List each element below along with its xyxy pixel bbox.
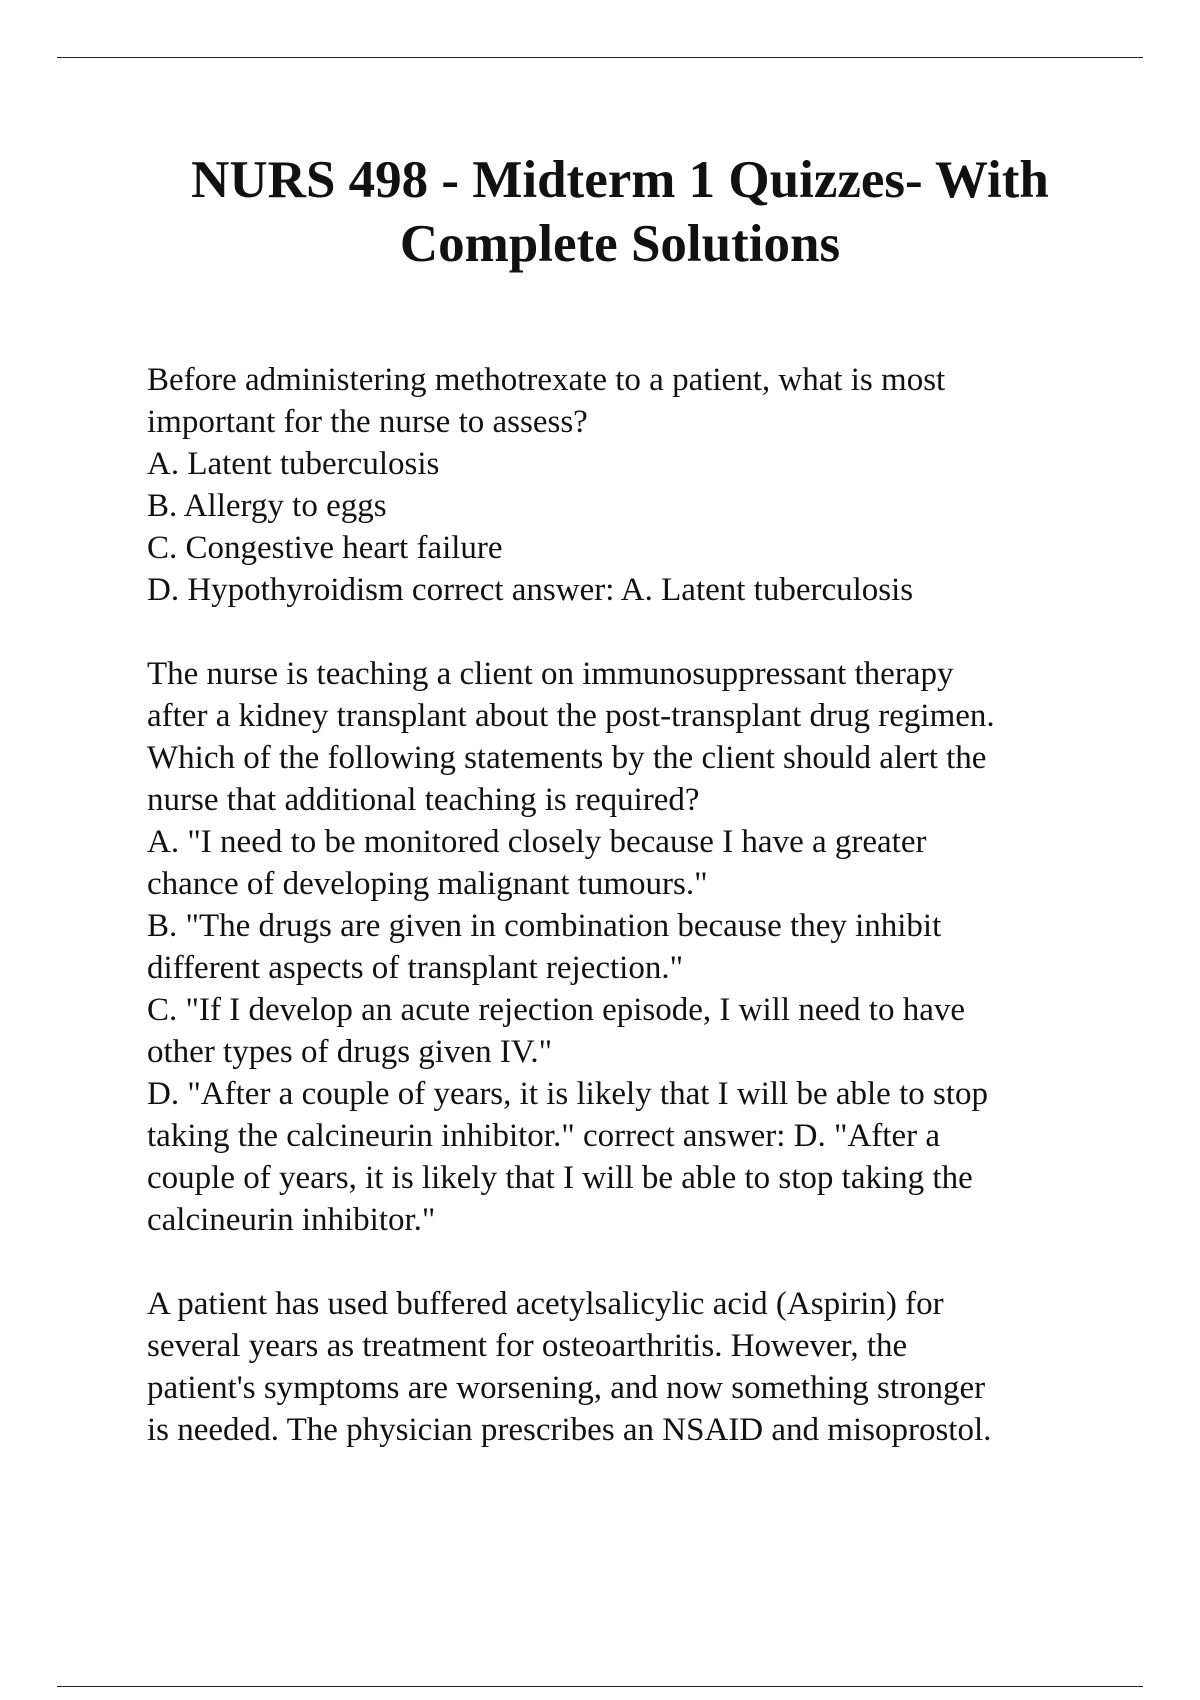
question-3 xyxy=(147,1283,1147,1451)
title-line-2: Complete Solutions xyxy=(399,215,841,273)
question-line: The nurse is teaching a client on immunosuppressant therapy xyxy=(147,656,954,692)
answer-option: chance of developing malignant tumours." xyxy=(147,866,708,902)
document-body xyxy=(147,359,1147,1451)
footer-rule xyxy=(57,1686,1143,1687)
answer-option: B. "The drugs are given in combination because they inhibit xyxy=(147,908,942,944)
question-2 xyxy=(147,653,1147,1241)
answer-option: A. Latent tuberculosis xyxy=(147,446,440,482)
answer-option: B. Allergy to eggs xyxy=(147,488,387,524)
header-rule xyxy=(57,57,1143,58)
answer-option: A. "I need to be monitored closely because I have a greater xyxy=(147,824,927,860)
question-line: A patient has used buffered acetylsalicylic acid (Aspirin) for xyxy=(147,1286,944,1322)
answer-option: different aspects of transplant rejection." xyxy=(147,950,684,986)
question-line: is needed. The physician prescribes an NSAID and misoprostol. xyxy=(147,1412,992,1448)
answer-option: couple of years, it is likely that I will be able to stop taking the xyxy=(147,1160,973,1196)
document-title xyxy=(60,148,1180,276)
question-line: nurse that additional teaching is required? xyxy=(147,782,700,818)
question-line: several years as treatment for osteoarthritis. However, the xyxy=(147,1328,908,1364)
question-line: patient's symptoms are worsening, and now something stronger xyxy=(147,1370,986,1406)
answer-option: calcineurin inhibitor." xyxy=(147,1202,436,1238)
answer-option: taking the calcineurin inhibitor." correct answer: D. "After a xyxy=(147,1118,940,1154)
answer-option: D. "After a couple of years, it is likely that I will be able to stop xyxy=(147,1076,989,1112)
question-line: after a kidney transplant about the post-transplant drug regimen. xyxy=(147,698,995,734)
question-line: Before administering methotrexate to a patient, what is most xyxy=(147,362,946,398)
question-1 xyxy=(147,359,1147,611)
answer-option: other types of drugs given IV." xyxy=(147,1034,553,1070)
answer-option: C. Congestive heart failure xyxy=(147,530,503,566)
title-line-1: NURS 498 - Midterm 1 Quizzes- With xyxy=(191,151,1049,209)
question-line: Which of the following statements by the client should alert the xyxy=(147,740,987,776)
answer-option: D. Hypothyroidism correct answer: A. Latent tuberculosis xyxy=(147,572,914,608)
question-line: important for the nurse to assess? xyxy=(147,404,588,440)
answer-option: C. "If I develop an acute rejection episode, I will need to have xyxy=(147,992,965,1028)
